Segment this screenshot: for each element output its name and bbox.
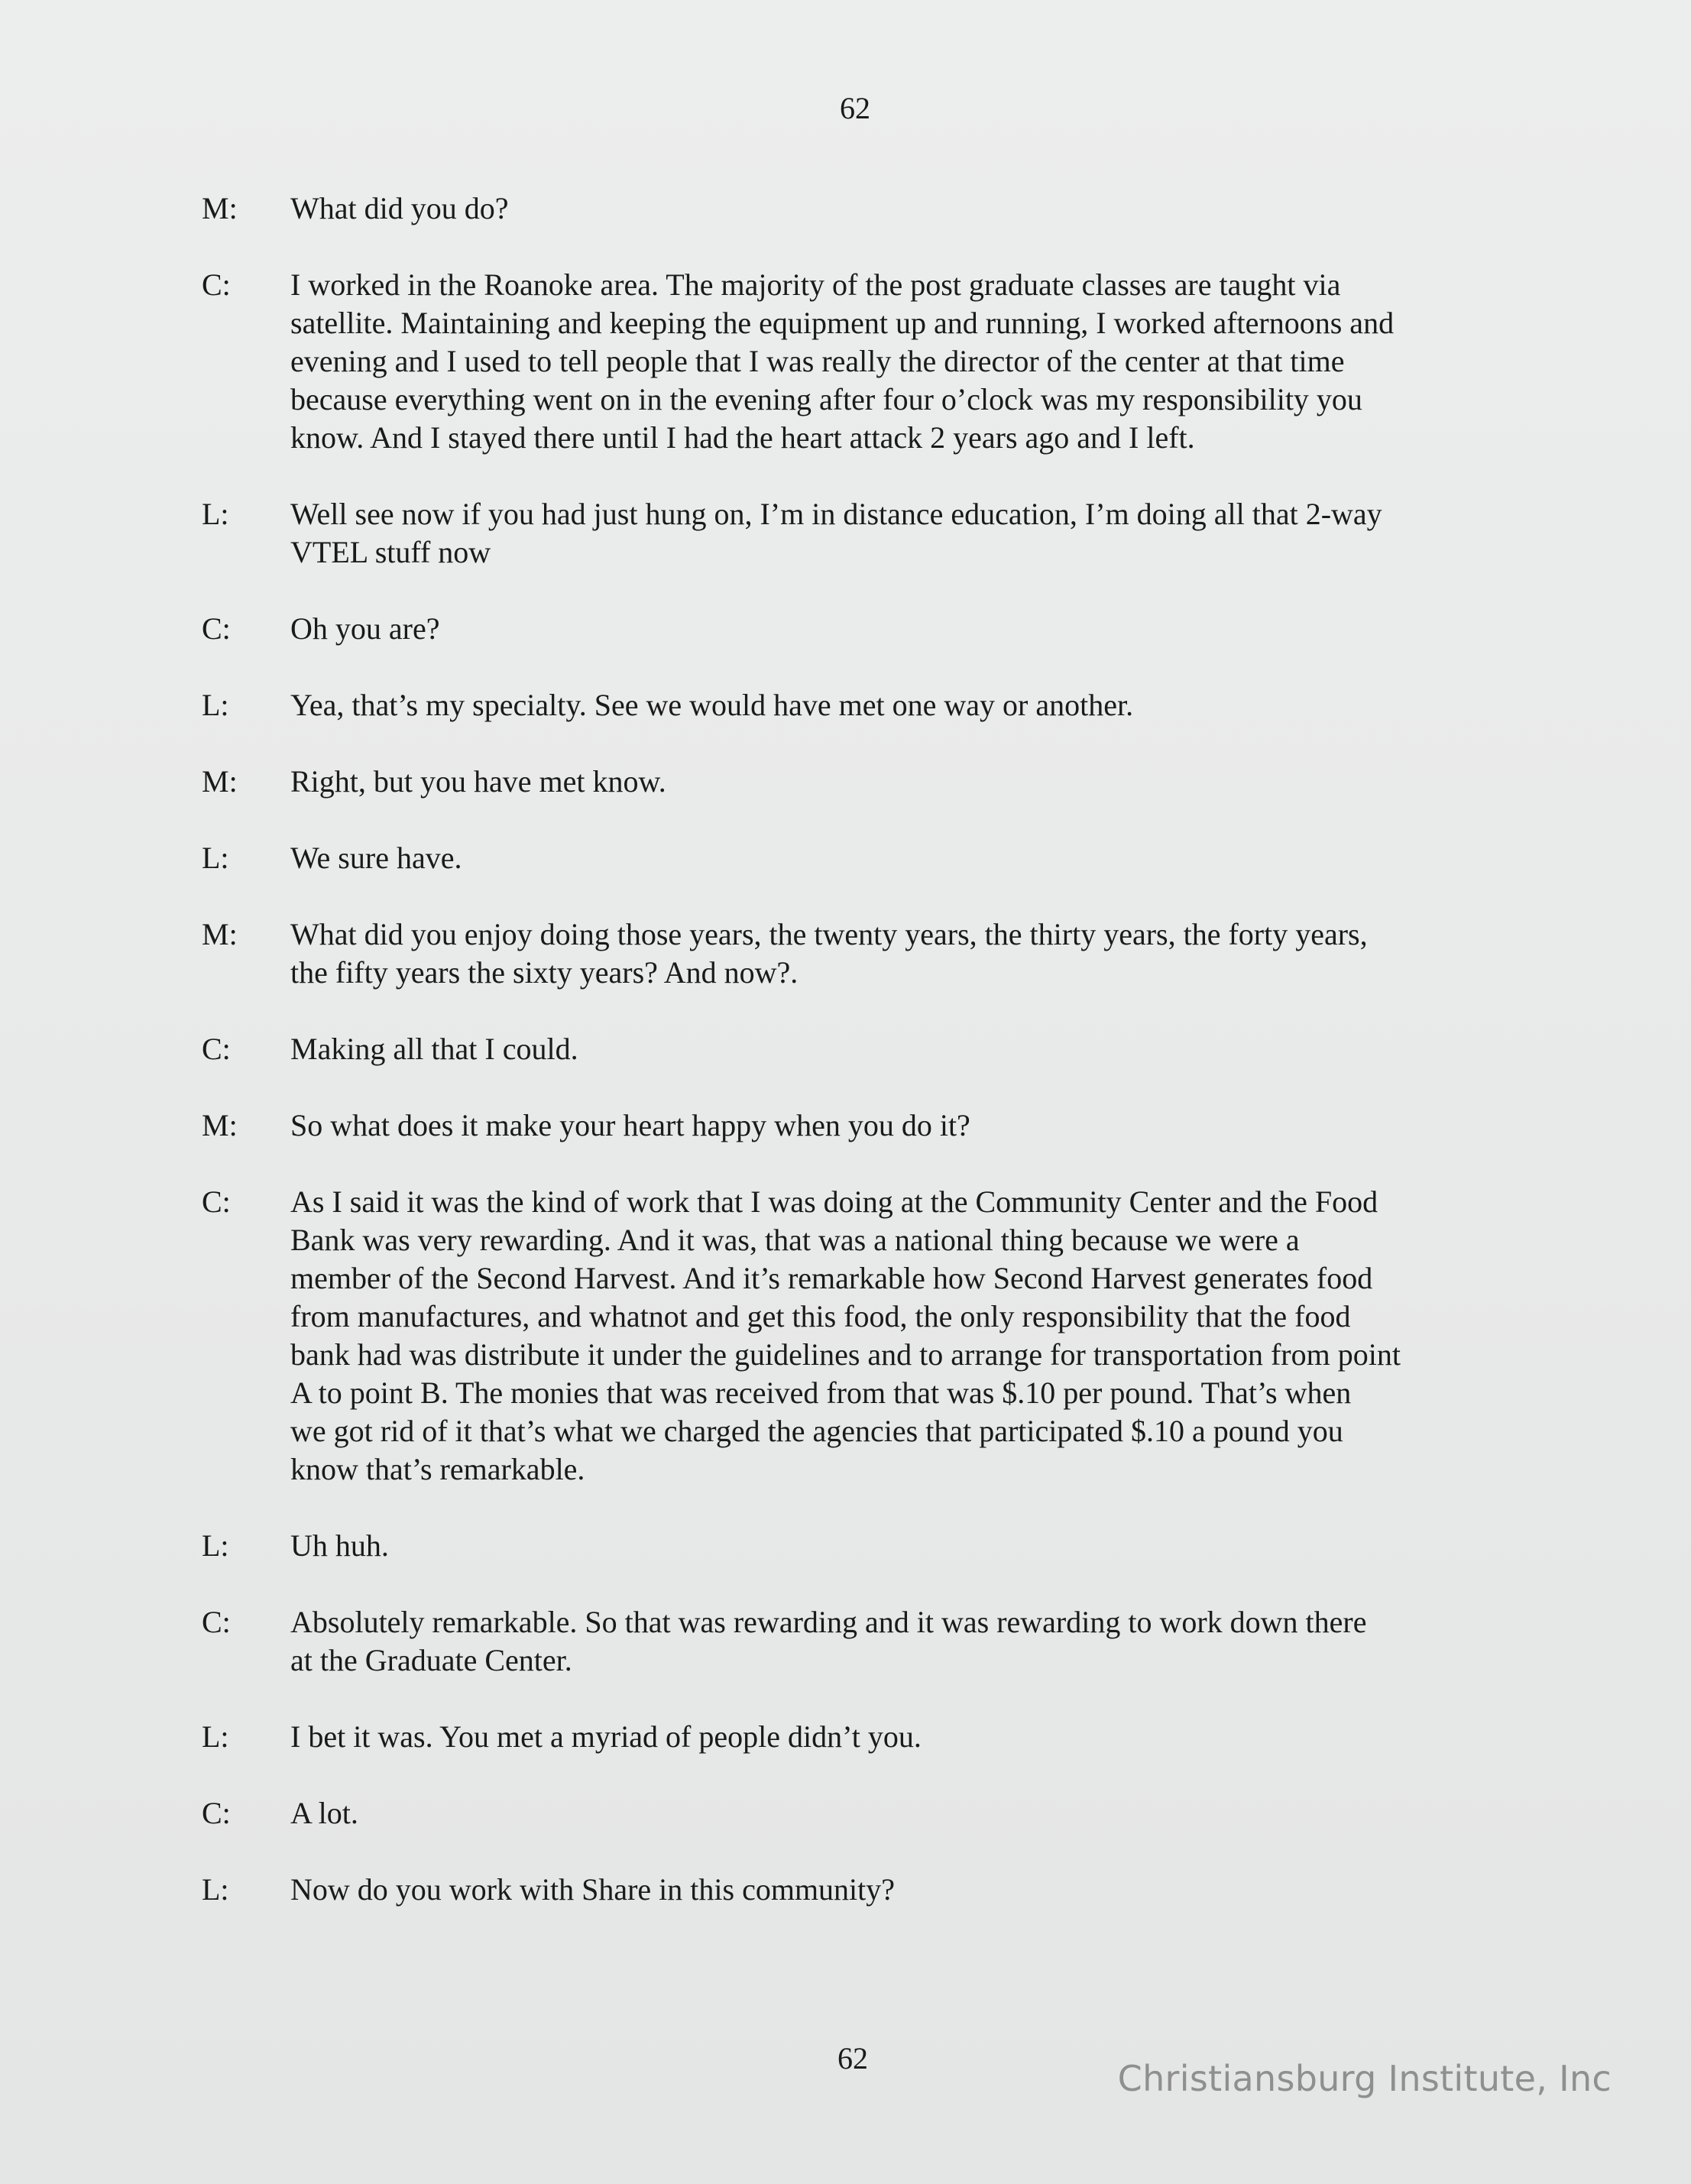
utterance-line: I bet it was. You met a myriad of people didn’t you. [290, 1719, 922, 1754]
speaker-label: L: [202, 1719, 229, 1754]
speaker-label: L: [202, 1528, 229, 1563]
utterance-line: bank had was distribute it under the guidelines and to arrange for transportation from point [290, 1337, 1401, 1372]
speaker-label: C: [202, 1184, 231, 1219]
transcript-exchange [202, 763, 1547, 801]
speaker-label: M: [202, 764, 238, 799]
utterance-line: Right, but you have met know. [290, 764, 666, 799]
utterance-line: from manufactures, and whatnot and get this food, the only responsibility that the food [290, 1299, 1351, 1333]
utterance-text [290, 1871, 1547, 1909]
utterance-text [290, 610, 1547, 648]
transcript-exchange [202, 915, 1547, 992]
page-number-bottom: 62 [837, 2041, 868, 2075]
utterance-line: As I said it was the kind of work that I was doing at the Community Center and the Food [290, 1184, 1378, 1219]
utterance-line: Bank was very rewarding. And it was, that was a national thing because we were a [290, 1223, 1300, 1257]
utterance-line: So what does it make your heart happy when you do it? [290, 1108, 970, 1142]
watermark: Christiansburg Institute, Inc [1117, 2058, 1612, 2099]
utterance-text [290, 763, 1547, 801]
utterance-line: VTEL stuff now [290, 535, 491, 569]
utterance-text [290, 266, 1547, 457]
utterance-line: Absolutely remarkable. So that was rewarding and it was rewarding to work down there [290, 1605, 1367, 1639]
utterance-line: we got rid of it that’s what we charged the agencies that participated $.10 a pound you [290, 1414, 1343, 1448]
utterance-text [290, 1718, 1547, 1756]
transcript-exchange [202, 1718, 1547, 1756]
interview-transcript [202, 190, 1547, 1947]
transcript-exchange [202, 1603, 1547, 1680]
utterance-line: because everything went on in the evening after four o’clock was my responsibility you [290, 382, 1362, 416]
utterance-text [290, 190, 1547, 228]
utterance-text [290, 839, 1547, 877]
utterance-line: at the Graduate Center. [290, 1643, 572, 1677]
utterance-line: member of the Second Harvest. And it’s remarkable how Second Harvest generates food [290, 1261, 1373, 1295]
utterance-text [290, 686, 1547, 724]
utterance-line: Now do you work with Share in this community? [290, 1872, 896, 1907]
utterance-line: Uh huh. [290, 1528, 389, 1563]
transcript-exchange [202, 1871, 1547, 1909]
utterance-line: know that’s remarkable. [290, 1452, 585, 1486]
speaker-label: M: [202, 917, 238, 951]
utterance-text [290, 915, 1547, 992]
utterance-line: We sure have. [290, 841, 462, 875]
transcript-exchange [202, 266, 1547, 457]
utterance-text [290, 1527, 1547, 1565]
speaker-label: C: [202, 611, 231, 646]
speaker-label: C: [202, 267, 231, 302]
speaker-label: M: [202, 1108, 238, 1142]
speaker-label: C: [202, 1796, 231, 1830]
transcript-exchange [202, 610, 1547, 648]
utterance-text [290, 1794, 1547, 1832]
utterance-line: A lot. [290, 1796, 358, 1830]
utterance-line: know. And I stayed there until I had the heart attack 2 years ago and I left. [290, 420, 1195, 455]
speaker-label: C: [202, 1032, 231, 1066]
speaker-label: C: [202, 1605, 231, 1639]
utterance-line: Oh you are? [290, 611, 440, 646]
utterance-line: Well see now if you had just hung on, I’m in distance education, I’m doing all that 2-way [290, 497, 1382, 531]
utterance-line: Making all that I could. [290, 1032, 578, 1066]
utterance-line: evening and I used to tell people that I was really the director of the center at that time [290, 344, 1345, 378]
transcript-exchange [202, 190, 1547, 228]
utterance-text [290, 1030, 1547, 1068]
transcript-exchange [202, 686, 1547, 724]
transcript-exchange [202, 839, 1547, 877]
utterance-text [290, 1183, 1547, 1489]
utterance-line: satellite. Maintaining and keeping the equipment up and running, I worked afternoons and [290, 306, 1395, 340]
utterance-text [290, 1603, 1547, 1680]
utterance-line: I worked in the Roanoke area. The majority of the post graduate classes are taught via [290, 267, 1341, 302]
speaker-label: L: [202, 688, 229, 722]
utterance-line: A to point B. The monies that was received from that was $.10 per pound. That’s when [290, 1376, 1352, 1410]
speaker-label: L: [202, 497, 229, 531]
utterance-line: the fifty years the sixty years? And now?. [290, 955, 799, 990]
transcript-exchange [202, 1794, 1547, 1832]
transcript-exchange [202, 495, 1547, 572]
utterance-text [290, 495, 1547, 572]
utterance-text [290, 1107, 1547, 1145]
page-number-top: 62 [840, 91, 870, 125]
transcript-exchange [202, 1107, 1547, 1145]
transcript-exchange [202, 1527, 1547, 1565]
utterance-line: Yea, that’s my specialty. See we would have met one way or another. [290, 688, 1134, 722]
utterance-line: What did you enjoy doing those years, the twenty years, the thirty years, the forty years, [290, 917, 1368, 951]
utterance-line: What did you do? [290, 191, 509, 225]
transcript-exchange [202, 1183, 1547, 1489]
transcript-exchange [202, 1030, 1547, 1068]
speaker-label: L: [202, 841, 229, 875]
speaker-label: L: [202, 1872, 229, 1907]
speaker-label: M: [202, 191, 238, 225]
